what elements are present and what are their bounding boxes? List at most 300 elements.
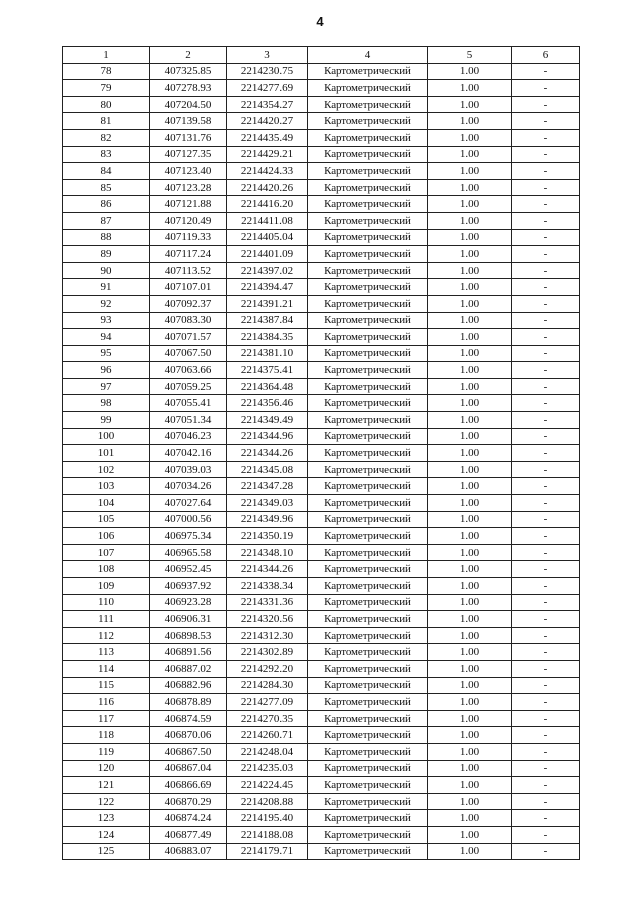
point-number-cell: 116 [63, 694, 150, 711]
method-cell: Картометрический [308, 146, 428, 163]
accuracy-cell: 1.00 [428, 345, 512, 362]
method-cell: Картометрический [308, 677, 428, 694]
x-coordinate-cell: 407119.33 [150, 229, 227, 246]
method-cell: Картометрический [308, 561, 428, 578]
x-coordinate-cell: 406887.02 [150, 660, 227, 677]
method-cell: Картометрический [308, 843, 428, 860]
point-number-cell: 117 [63, 710, 150, 727]
method-cell: Картометрический [308, 660, 428, 677]
x-coordinate-cell: 407034.26 [150, 478, 227, 495]
x-coordinate-cell: 406883.07 [150, 843, 227, 860]
note-cell: - [512, 594, 580, 611]
point-number-cell: 85 [63, 179, 150, 196]
y-coordinate-cell: 2214435.49 [227, 129, 308, 146]
method-cell: Картометрический [308, 777, 428, 794]
page-number: 4 [316, 14, 324, 29]
column-header: 4 [308, 47, 428, 64]
table-row [63, 710, 580, 727]
y-coordinate-cell: 2214349.96 [227, 511, 308, 528]
point-number-cell: 103 [63, 478, 150, 495]
x-coordinate-cell: 406874.59 [150, 710, 227, 727]
note-cell: - [512, 378, 580, 395]
method-cell: Картометрический [308, 594, 428, 611]
method-cell: Картометрический [308, 378, 428, 395]
point-number-cell: 106 [63, 528, 150, 545]
y-coordinate-cell: 2214188.08 [227, 826, 308, 843]
method-cell: Картометрический [308, 295, 428, 312]
table-row [63, 96, 580, 113]
table-row [63, 461, 580, 478]
x-coordinate-cell: 407107.01 [150, 279, 227, 296]
table-row [63, 561, 580, 578]
y-coordinate-cell: 2214208.88 [227, 793, 308, 810]
note-cell: - [512, 644, 580, 661]
method-cell: Картометрический [308, 495, 428, 512]
x-coordinate-cell: 407113.52 [150, 262, 227, 279]
x-coordinate-cell: 406906.31 [150, 611, 227, 628]
y-coordinate-cell: 2214364.48 [227, 378, 308, 395]
table-row [63, 677, 580, 694]
y-coordinate-cell: 2214394.47 [227, 279, 308, 296]
note-cell: - [512, 279, 580, 296]
y-coordinate-cell: 2214179.71 [227, 843, 308, 860]
accuracy-cell: 1.00 [428, 362, 512, 379]
x-coordinate-cell: 407071.57 [150, 329, 227, 346]
point-number-cell: 104 [63, 495, 150, 512]
column-header: 6 [512, 47, 580, 64]
y-coordinate-cell: 2214347.28 [227, 478, 308, 495]
table-row [63, 279, 580, 296]
table-row [63, 743, 580, 760]
note-cell: - [512, 710, 580, 727]
table-row [63, 727, 580, 744]
point-number-cell: 119 [63, 743, 150, 760]
y-coordinate-cell: 2214230.75 [227, 63, 308, 80]
x-coordinate-cell: 407123.40 [150, 163, 227, 180]
point-number-cell: 87 [63, 212, 150, 229]
note-cell: - [512, 743, 580, 760]
x-coordinate-cell: 407127.35 [150, 146, 227, 163]
x-coordinate-cell: 407051.34 [150, 412, 227, 429]
point-number-cell: 86 [63, 196, 150, 213]
accuracy-cell: 1.00 [428, 710, 512, 727]
method-cell: Картометрический [308, 544, 428, 561]
y-coordinate-cell: 2214195.40 [227, 810, 308, 827]
table-row [63, 345, 580, 362]
note-cell: - [512, 412, 580, 429]
point-number-cell: 83 [63, 146, 150, 163]
note-cell: - [512, 843, 580, 860]
note-cell: - [512, 229, 580, 246]
header-row [63, 47, 580, 64]
x-coordinate-cell: 407042.16 [150, 445, 227, 462]
note-cell: - [512, 329, 580, 346]
accuracy-cell: 1.00 [428, 793, 512, 810]
note-cell: - [512, 793, 580, 810]
accuracy-cell: 1.00 [428, 279, 512, 296]
x-coordinate-cell: 406870.06 [150, 727, 227, 744]
method-cell: Картометрический [308, 826, 428, 843]
x-coordinate-cell: 407027.64 [150, 495, 227, 512]
accuracy-cell: 1.00 [428, 594, 512, 611]
point-number-cell: 101 [63, 445, 150, 462]
x-coordinate-cell: 406870.29 [150, 793, 227, 810]
accuracy-cell: 1.00 [428, 428, 512, 445]
note-cell: - [512, 694, 580, 711]
accuracy-cell: 1.00 [428, 760, 512, 777]
accuracy-cell: 1.00 [428, 196, 512, 213]
y-coordinate-cell: 2214284.30 [227, 677, 308, 694]
y-coordinate-cell: 2214349.49 [227, 412, 308, 429]
column-header: 2 [150, 47, 227, 64]
table-row [63, 146, 580, 163]
method-cell: Картометрический [308, 727, 428, 744]
table-row [63, 212, 580, 229]
accuracy-cell: 1.00 [428, 843, 512, 860]
y-coordinate-cell: 2214405.04 [227, 229, 308, 246]
y-coordinate-cell: 2214350.19 [227, 528, 308, 545]
y-coordinate-cell: 2214384.35 [227, 329, 308, 346]
method-cell: Картометрический [308, 644, 428, 661]
accuracy-cell: 1.00 [428, 262, 512, 279]
note-cell: - [512, 627, 580, 644]
x-coordinate-cell: 407046.23 [150, 428, 227, 445]
point-number-cell: 78 [63, 63, 150, 80]
method-cell: Картометрический [308, 196, 428, 213]
method-cell: Картометрический [308, 229, 428, 246]
note-cell: - [512, 163, 580, 180]
note-cell: - [512, 511, 580, 528]
point-number-cell: 114 [63, 660, 150, 677]
note-cell: - [512, 461, 580, 478]
point-number-cell: 97 [63, 378, 150, 395]
y-coordinate-cell: 2214277.69 [227, 80, 308, 97]
x-coordinate-cell: 406878.89 [150, 694, 227, 711]
note-cell: - [512, 760, 580, 777]
y-coordinate-cell: 2214397.02 [227, 262, 308, 279]
note-cell: - [512, 810, 580, 827]
method-cell: Картометрический [308, 445, 428, 462]
method-cell: Картометрический [308, 96, 428, 113]
accuracy-cell: 1.00 [428, 561, 512, 578]
accuracy-cell: 1.00 [428, 246, 512, 263]
point-number-cell: 110 [63, 594, 150, 611]
note-cell: - [512, 428, 580, 445]
accuracy-cell: 1.00 [428, 644, 512, 661]
table-row [63, 478, 580, 495]
note-cell: - [512, 660, 580, 677]
y-coordinate-cell: 2214420.26 [227, 179, 308, 196]
method-cell: Картометрический [308, 627, 428, 644]
accuracy-cell: 1.00 [428, 295, 512, 312]
table-row [63, 495, 580, 512]
table-row [63, 544, 580, 561]
accuracy-cell: 1.00 [428, 146, 512, 163]
table-row [63, 196, 580, 213]
table-body [63, 63, 580, 860]
table-row [63, 445, 580, 462]
point-number-cell: 125 [63, 843, 150, 860]
y-coordinate-cell: 2214270.35 [227, 710, 308, 727]
method-cell: Картометрический [308, 395, 428, 412]
column-header: 1 [63, 47, 150, 64]
y-coordinate-cell: 2214312.30 [227, 627, 308, 644]
note-cell: - [512, 445, 580, 462]
table-row [63, 129, 580, 146]
y-coordinate-cell: 2214354.27 [227, 96, 308, 113]
table-row [63, 113, 580, 130]
accuracy-cell: 1.00 [428, 445, 512, 462]
x-coordinate-cell: 407063.66 [150, 362, 227, 379]
y-coordinate-cell: 2214224.45 [227, 777, 308, 794]
point-number-cell: 109 [63, 578, 150, 595]
table-row [63, 660, 580, 677]
point-number-cell: 102 [63, 461, 150, 478]
y-coordinate-cell: 2214375.41 [227, 362, 308, 379]
point-number-cell: 94 [63, 329, 150, 346]
note-cell: - [512, 63, 580, 80]
point-number-cell: 96 [63, 362, 150, 379]
point-number-cell: 122 [63, 793, 150, 810]
note-cell: - [512, 362, 580, 379]
y-coordinate-cell: 2214345.08 [227, 461, 308, 478]
note-cell: - [512, 196, 580, 213]
table-row [63, 412, 580, 429]
note-cell: - [512, 345, 580, 362]
point-number-cell: 107 [63, 544, 150, 561]
point-number-cell: 121 [63, 777, 150, 794]
method-cell: Картометрический [308, 262, 428, 279]
accuracy-cell: 1.00 [428, 511, 512, 528]
note-cell: - [512, 129, 580, 146]
note-cell: - [512, 611, 580, 628]
note-cell: - [512, 262, 580, 279]
accuracy-cell: 1.00 [428, 544, 512, 561]
accuracy-cell: 1.00 [428, 96, 512, 113]
note-cell: - [512, 528, 580, 545]
method-cell: Картометрический [308, 810, 428, 827]
note-cell: - [512, 578, 580, 595]
accuracy-cell: 1.00 [428, 611, 512, 628]
x-coordinate-cell: 407117.24 [150, 246, 227, 263]
x-coordinate-cell: 407278.93 [150, 80, 227, 97]
y-coordinate-cell: 2214349.03 [227, 495, 308, 512]
accuracy-cell: 1.00 [428, 743, 512, 760]
point-number-cell: 84 [63, 163, 150, 180]
accuracy-cell: 1.00 [428, 63, 512, 80]
x-coordinate-cell: 407204.50 [150, 96, 227, 113]
method-cell: Картометрический [308, 113, 428, 130]
x-coordinate-cell: 407139.58 [150, 113, 227, 130]
point-number-cell: 100 [63, 428, 150, 445]
method-cell: Картометрический [308, 80, 428, 97]
y-coordinate-cell: 2214320.56 [227, 611, 308, 628]
table-row [63, 578, 580, 595]
x-coordinate-cell: 406952.45 [150, 561, 227, 578]
x-coordinate-cell: 406975.34 [150, 528, 227, 545]
y-coordinate-cell: 2214391.21 [227, 295, 308, 312]
x-coordinate-cell: 407000.56 [150, 511, 227, 528]
y-coordinate-cell: 2214344.26 [227, 445, 308, 462]
method-cell: Картометрический [308, 428, 428, 445]
note-cell: - [512, 80, 580, 97]
point-number-cell: 123 [63, 810, 150, 827]
note-cell: - [512, 561, 580, 578]
table-row [63, 528, 580, 545]
note-cell: - [512, 179, 580, 196]
point-number-cell: 82 [63, 129, 150, 146]
point-number-cell: 79 [63, 80, 150, 97]
method-cell: Картометрический [308, 611, 428, 628]
method-cell: Картометрический [308, 163, 428, 180]
note-cell: - [512, 246, 580, 263]
table-row [63, 246, 580, 263]
accuracy-cell: 1.00 [428, 495, 512, 512]
y-coordinate-cell: 2214331.36 [227, 594, 308, 611]
method-cell: Картометрический [308, 710, 428, 727]
accuracy-cell: 1.00 [428, 212, 512, 229]
y-coordinate-cell: 2214356.46 [227, 395, 308, 412]
table-row [63, 694, 580, 711]
point-number-cell: 111 [63, 611, 150, 628]
point-number-cell: 99 [63, 412, 150, 429]
accuracy-cell: 1.00 [428, 810, 512, 827]
y-coordinate-cell: 2214381.10 [227, 345, 308, 362]
accuracy-cell: 1.00 [428, 378, 512, 395]
y-coordinate-cell: 2214387.84 [227, 312, 308, 329]
point-number-cell: 108 [63, 561, 150, 578]
accuracy-cell: 1.00 [428, 163, 512, 180]
x-coordinate-cell: 406867.04 [150, 760, 227, 777]
note-cell: - [512, 113, 580, 130]
note-cell: - [512, 544, 580, 561]
y-coordinate-cell: 2214401.09 [227, 246, 308, 263]
x-coordinate-cell: 407083.30 [150, 312, 227, 329]
table-row [63, 760, 580, 777]
table-row [63, 229, 580, 246]
x-coordinate-cell: 407055.41 [150, 395, 227, 412]
x-coordinate-cell: 407131.76 [150, 129, 227, 146]
x-coordinate-cell: 406891.56 [150, 644, 227, 661]
table-row [63, 627, 580, 644]
y-coordinate-cell: 2214416.20 [227, 196, 308, 213]
x-coordinate-cell: 406898.53 [150, 627, 227, 644]
table-row [63, 611, 580, 628]
column-header: 5 [428, 47, 512, 64]
x-coordinate-cell: 407059.25 [150, 378, 227, 395]
accuracy-cell: 1.00 [428, 129, 512, 146]
table-row [63, 378, 580, 395]
column-header: 3 [227, 47, 308, 64]
note-cell: - [512, 96, 580, 113]
y-coordinate-cell: 2214429.21 [227, 146, 308, 163]
point-number-cell: 80 [63, 96, 150, 113]
method-cell: Картометрический [308, 578, 428, 595]
accuracy-cell: 1.00 [428, 412, 512, 429]
table-row [63, 63, 580, 80]
accuracy-cell: 1.00 [428, 461, 512, 478]
method-cell: Картометрический [308, 478, 428, 495]
y-coordinate-cell: 2214248.04 [227, 743, 308, 760]
note-cell: - [512, 395, 580, 412]
point-number-cell: 88 [63, 229, 150, 246]
x-coordinate-cell: 406965.58 [150, 544, 227, 561]
y-coordinate-cell: 2214260.71 [227, 727, 308, 744]
accuracy-cell: 1.00 [428, 694, 512, 711]
point-number-cell: 113 [63, 644, 150, 661]
table-row [63, 395, 580, 412]
note-cell: - [512, 295, 580, 312]
method-cell: Картометрический [308, 345, 428, 362]
table-row [63, 644, 580, 661]
point-number-cell: 98 [63, 395, 150, 412]
method-cell: Картометрический [308, 694, 428, 711]
y-coordinate-cell: 2214338.34 [227, 578, 308, 595]
method-cell: Картометрический [308, 412, 428, 429]
note-cell: - [512, 478, 580, 495]
x-coordinate-cell: 407067.50 [150, 345, 227, 362]
point-number-cell: 112 [63, 627, 150, 644]
point-number-cell: 120 [63, 760, 150, 777]
accuracy-cell: 1.00 [428, 312, 512, 329]
point-number-cell: 118 [63, 727, 150, 744]
x-coordinate-cell: 406877.49 [150, 826, 227, 843]
y-coordinate-cell: 2214344.96 [227, 428, 308, 445]
note-cell: - [512, 777, 580, 794]
method-cell: Картометрический [308, 279, 428, 296]
point-number-cell: 90 [63, 262, 150, 279]
method-cell: Картометрический [308, 129, 428, 146]
y-coordinate-cell: 2214420.27 [227, 113, 308, 130]
note-cell: - [512, 312, 580, 329]
accuracy-cell: 1.00 [428, 578, 512, 595]
accuracy-cell: 1.00 [428, 329, 512, 346]
y-coordinate-cell: 2214235.03 [227, 760, 308, 777]
method-cell: Картометрический [308, 511, 428, 528]
table-row [63, 262, 580, 279]
x-coordinate-cell: 406874.24 [150, 810, 227, 827]
y-coordinate-cell: 2214302.89 [227, 644, 308, 661]
point-number-cell: 115 [63, 677, 150, 694]
x-coordinate-cell: 406923.28 [150, 594, 227, 611]
point-number-cell: 92 [63, 295, 150, 312]
method-cell: Картометрический [308, 212, 428, 229]
accuracy-cell: 1.00 [428, 80, 512, 97]
coordinates-table [62, 46, 580, 860]
table-row [63, 80, 580, 97]
table-row [63, 428, 580, 445]
accuracy-cell: 1.00 [428, 677, 512, 694]
point-number-cell: 105 [63, 511, 150, 528]
point-number-cell: 81 [63, 113, 150, 130]
note-cell: - [512, 677, 580, 694]
table-row [63, 777, 580, 794]
table-row [63, 511, 580, 528]
accuracy-cell: 1.00 [428, 777, 512, 794]
accuracy-cell: 1.00 [428, 395, 512, 412]
accuracy-cell: 1.00 [428, 660, 512, 677]
point-number-cell: 95 [63, 345, 150, 362]
accuracy-cell: 1.00 [428, 627, 512, 644]
note-cell: - [512, 727, 580, 744]
table-row [63, 793, 580, 810]
method-cell: Картометрический [308, 461, 428, 478]
method-cell: Картометрический [308, 63, 428, 80]
x-coordinate-cell: 407325.85 [150, 63, 227, 80]
table-row [63, 312, 580, 329]
table-row [63, 163, 580, 180]
y-coordinate-cell: 2214292.20 [227, 660, 308, 677]
